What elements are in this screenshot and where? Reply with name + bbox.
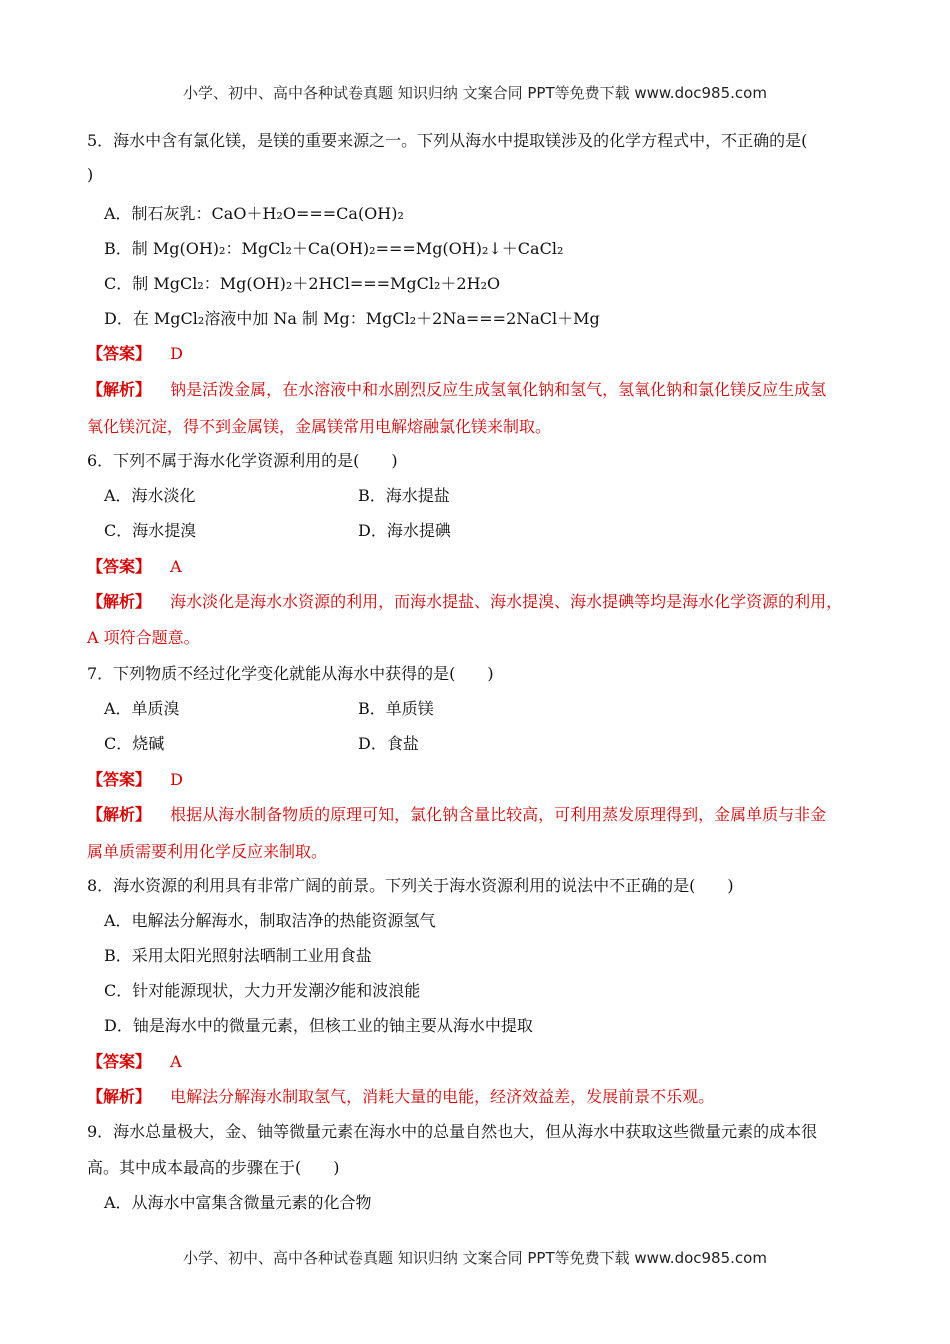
q6-option-a: A．海水淡化 [104, 486, 196, 505]
q5-option-d: D．在 MgCl₂溶液中加 Na 制 Mg：MgCl₂＋2Na===2NaCl＋Mg [104, 309, 600, 328]
q8-option-a: A．电解法分解海水，制取洁净的热能资源氢气 [104, 911, 436, 930]
q6-answer-value: A [170, 557, 182, 576]
q6-answer [87, 554, 182, 577]
q7-option-b: B．单质镁 [358, 699, 434, 718]
q9-stem-line2: 高。其中成本最高的步骤在于( ) [87, 1158, 340, 1177]
q8-option-d: D．铀是海水中的微量元素，但核工业的铀主要从海水中提取 [104, 1016, 533, 1035]
q6-option-c: C．海水提溴 [104, 521, 197, 540]
q7-answer [87, 767, 183, 790]
q5-analysis-line1: 钠是活泼金属，在水溶液中和水剧烈反应生成氢氧化钠和氢气，氢氧化钠和氯化镁反应生成氢 [170, 380, 827, 399]
q6-stem: 6．下列不属于海水化学资源利用的是( ) [87, 451, 398, 470]
q5-option-b: B．制 Mg(OH)₂：MgCl₂＋Ca(OH)₂===Mg(OH)₂↓＋CaCl₂ [104, 239, 564, 258]
q7-option-a: A．单质溴 [104, 699, 180, 718]
q5-stem-line2: ) [87, 165, 94, 184]
q7-answer-value: D [170, 770, 183, 789]
q5-option-c: C．制 MgCl₂：Mg(OH)₂＋2HCl===MgCl₂＋2H₂O [104, 274, 501, 293]
q7-analysis-line1: 根据从海水制备物质的原理可知，氯化钠含量比较高，可利用蒸发原理得到，金属单质与非金 [170, 805, 827, 824]
q8-option-b: B．采用太阳光照射法晒制工业用食盐 [104, 946, 372, 965]
analysis-label: 【解析】 [87, 592, 152, 611]
q6-analysis [87, 589, 842, 612]
q8-option-c: C．针对能源现状，大力开发潮汐能和波浪能 [104, 981, 421, 1000]
page-footer: 小学、初中、高中各种试卷真题 知识归纳 文案合同 PPT等免费下载 www.doc985.com [183, 1249, 767, 1267]
page-header: 小学、初中、高中各种试卷真题 知识归纳 文案合同 PPT等免费下载 www.doc985.com [183, 84, 767, 102]
q7-analysis-line2: 属单质需要利用化学反应来制取。 [87, 842, 328, 861]
answer-label: 【答案】 [87, 344, 152, 363]
answer-label: 【答案】 [87, 1052, 152, 1071]
q9-stem-line1: 9．海水总量极大，金、铀等微量元素在海水中的总量自然也大，但从海水中获取这些微量元素的成本很 [87, 1122, 818, 1141]
q8-answer [87, 1049, 182, 1072]
q6-analysis-line2: A 项符合题意。 [87, 628, 200, 647]
q5-answer-value: D [170, 344, 183, 363]
analysis-label: 【解析】 [87, 1087, 152, 1106]
q6-option-d: D．海水提碘 [358, 521, 451, 540]
q5-analysis-line2: 氧化镁沉淀，得不到金属镁，金属镁常用电解熔融氯化镁来制取。 [87, 417, 552, 436]
q5-stem-line1: 5．海水中含有氯化镁，是镁的重要来源之一。下列从海水中提取镁涉及的化学方程式中，不正确的是( [87, 131, 808, 150]
q5-option-a: A．制石灰乳：CaO＋H₂O===Ca(OH)₂ [104, 204, 404, 223]
q6-analysis-line1: 海水淡化是海水水资源的利用，而海水提盐、海水提溴、海水提碘等均是海水化学资源的利用， [170, 592, 843, 611]
q7-option-d: D．食盐 [358, 734, 419, 753]
q5-answer [87, 341, 183, 364]
q8-answer-value: A [170, 1052, 182, 1071]
analysis-label: 【解析】 [87, 805, 152, 824]
analysis-label: 【解析】 [87, 380, 152, 399]
answer-label: 【答案】 [87, 770, 152, 789]
q7-option-c: C．烧碱 [104, 734, 165, 753]
q7-analysis [87, 802, 826, 825]
q6-option-b: B．海水提盐 [358, 486, 450, 505]
answer-label: 【答案】 [87, 557, 152, 576]
q8-analysis [87, 1084, 714, 1107]
q8-stem: 8．海水资源的利用具有非常广阔的前景。下列关于海水资源利用的说法中不正确的是( ) [87, 876, 734, 895]
q8-analysis-line1: 电解法分解海水制取氢气，消耗大量的电能，经济效益差，发展前景不乐观。 [170, 1087, 715, 1106]
q9-option-a: A．从海水中富集含微量元素的化合物 [104, 1193, 372, 1212]
q7-stem: 7．下列物质不经过化学变化就能从海水中获得的是( ) [87, 664, 494, 683]
q5-analysis [87, 377, 826, 400]
